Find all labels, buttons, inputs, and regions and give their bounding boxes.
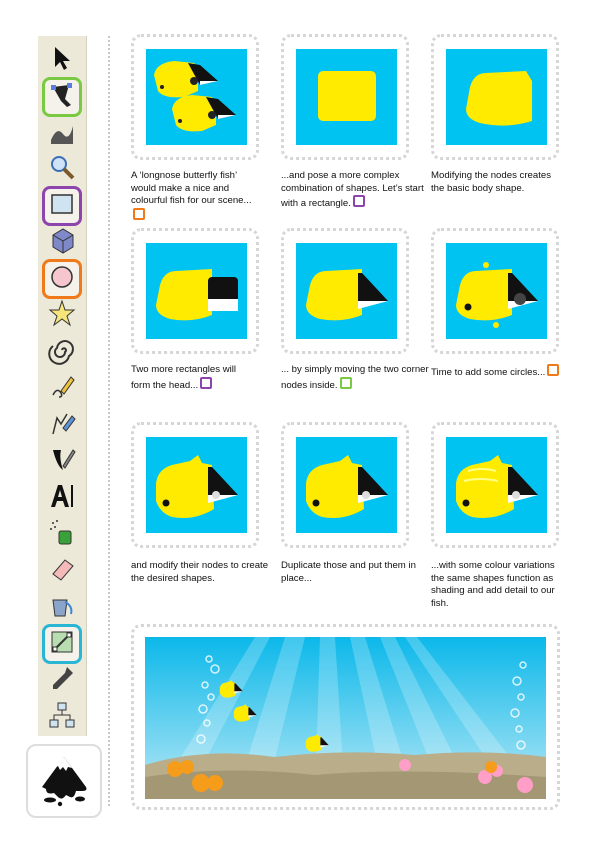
step-1-text: A ‘longnose butterfly fish’ would make a nice and colourful fish for our scene... bbox=[131, 170, 252, 206]
step-9-panel bbox=[431, 422, 559, 548]
star-tool-button[interactable] bbox=[42, 296, 82, 336]
step-8-text: Duplicate those and put them in place... bbox=[281, 560, 416, 584]
calligraphy-tool-button[interactable] bbox=[42, 442, 82, 482]
pencil-tool-button[interactable] bbox=[42, 369, 82, 409]
step-3-text: Modifying the nodes creates the basic body shape. bbox=[431, 170, 551, 194]
step-1-image bbox=[146, 49, 247, 145]
step-2-text: ...and pose a more complex combination of shapes. Let’s start with a rectangle. bbox=[281, 170, 424, 209]
step-3-caption bbox=[431, 170, 551, 195]
divider bbox=[108, 36, 110, 806]
connector-tool-icon bbox=[47, 700, 77, 735]
eraser-tool-button[interactable] bbox=[42, 551, 82, 591]
paint-bucket-tool-button[interactable] bbox=[42, 588, 82, 628]
step-4-image bbox=[146, 243, 247, 339]
text-tool-button[interactable] bbox=[42, 478, 82, 518]
tweak-tool-button[interactable] bbox=[42, 113, 82, 153]
step-6-image bbox=[446, 243, 547, 339]
node-tool-marker bbox=[340, 377, 352, 389]
gradient-tool-icon bbox=[47, 627, 77, 662]
step-7-text: and modify their nodes to create the desired shapes. bbox=[131, 560, 269, 584]
step-8-panel bbox=[281, 422, 409, 548]
step-7-caption bbox=[131, 560, 281, 585]
ellipse-tool-icon bbox=[47, 262, 77, 297]
inkscape-logo-icon bbox=[26, 744, 102, 818]
tweak-tool-icon bbox=[47, 116, 77, 151]
ellipse-tool-marker bbox=[547, 364, 559, 376]
step-6-caption bbox=[431, 364, 581, 380]
step-6-panel bbox=[431, 228, 559, 354]
spray-tool-button[interactable] bbox=[42, 515, 82, 555]
step-9-caption bbox=[431, 560, 555, 610]
pen-tool-button[interactable] bbox=[42, 405, 82, 445]
selector-tool-icon bbox=[47, 43, 77, 78]
step-4-panel bbox=[131, 228, 259, 354]
step-1-panel bbox=[131, 34, 259, 160]
step-1-caption bbox=[131, 170, 257, 223]
step-8-caption bbox=[281, 560, 431, 585]
spray-tool-icon bbox=[47, 517, 77, 552]
calligraphy-tool-icon bbox=[47, 444, 77, 479]
rectangle-tool-button[interactable] bbox=[42, 186, 82, 226]
text-tool-icon bbox=[47, 481, 77, 516]
dropper-tool-icon bbox=[47, 663, 77, 698]
step-5-text: ... by simply moving the two corner nodes inside. bbox=[281, 364, 429, 391]
spiral-tool-icon bbox=[47, 335, 77, 370]
ellipse-tool-button[interactable] bbox=[42, 259, 82, 299]
step-9-text: ...with some colour variations the same shapes function as shading and add detail to our fish. bbox=[431, 560, 555, 609]
connector-tool-button[interactable] bbox=[42, 697, 82, 737]
step-5-caption bbox=[281, 364, 431, 392]
gradient-tool-button[interactable] bbox=[42, 624, 82, 664]
spiral-tool-button[interactable] bbox=[42, 332, 82, 372]
step-9-image bbox=[446, 437, 547, 533]
final-underwater-scene bbox=[131, 624, 560, 810]
scene-image bbox=[145, 637, 546, 799]
paint-bucket-tool-icon bbox=[47, 590, 77, 625]
star-tool-icon bbox=[47, 298, 77, 333]
zoom-tool-button[interactable] bbox=[42, 150, 82, 190]
step-7-panel bbox=[131, 422, 259, 548]
zoom-tool-icon bbox=[47, 152, 77, 187]
rectangle-tool-icon bbox=[47, 189, 77, 224]
pencil-tool-icon bbox=[47, 371, 77, 406]
step-6-text: Time to add some circles... bbox=[431, 367, 546, 378]
step-5-panel bbox=[281, 228, 409, 354]
eraser-tool-icon bbox=[47, 554, 77, 589]
rectangle-tool-marker bbox=[353, 195, 365, 207]
step-5-image bbox=[296, 243, 397, 339]
step-7-image bbox=[146, 437, 247, 533]
tool-palette bbox=[38, 36, 87, 736]
step-3-panel bbox=[431, 34, 559, 160]
dropper-tool-button[interactable] bbox=[42, 661, 82, 701]
step-2-image bbox=[296, 49, 397, 145]
3d-box-tool-button[interactable] bbox=[42, 223, 82, 263]
selector-tool-button[interactable] bbox=[42, 40, 82, 80]
rectangle-tool-marker bbox=[200, 377, 212, 389]
ellipse-tool-marker bbox=[133, 208, 145, 220]
step-4-caption bbox=[131, 364, 257, 392]
step-8-image bbox=[296, 437, 397, 533]
node-tool-button[interactable] bbox=[42, 77, 82, 117]
step-3-image bbox=[446, 49, 547, 145]
pen-tool-icon bbox=[47, 408, 77, 443]
3d-box-tool-icon bbox=[47, 225, 77, 260]
step-2-panel bbox=[281, 34, 409, 160]
step-2-caption bbox=[281, 170, 431, 211]
step-4-text: Two more rectangles will form the head... bbox=[131, 364, 237, 391]
node-tool-icon bbox=[47, 79, 77, 114]
